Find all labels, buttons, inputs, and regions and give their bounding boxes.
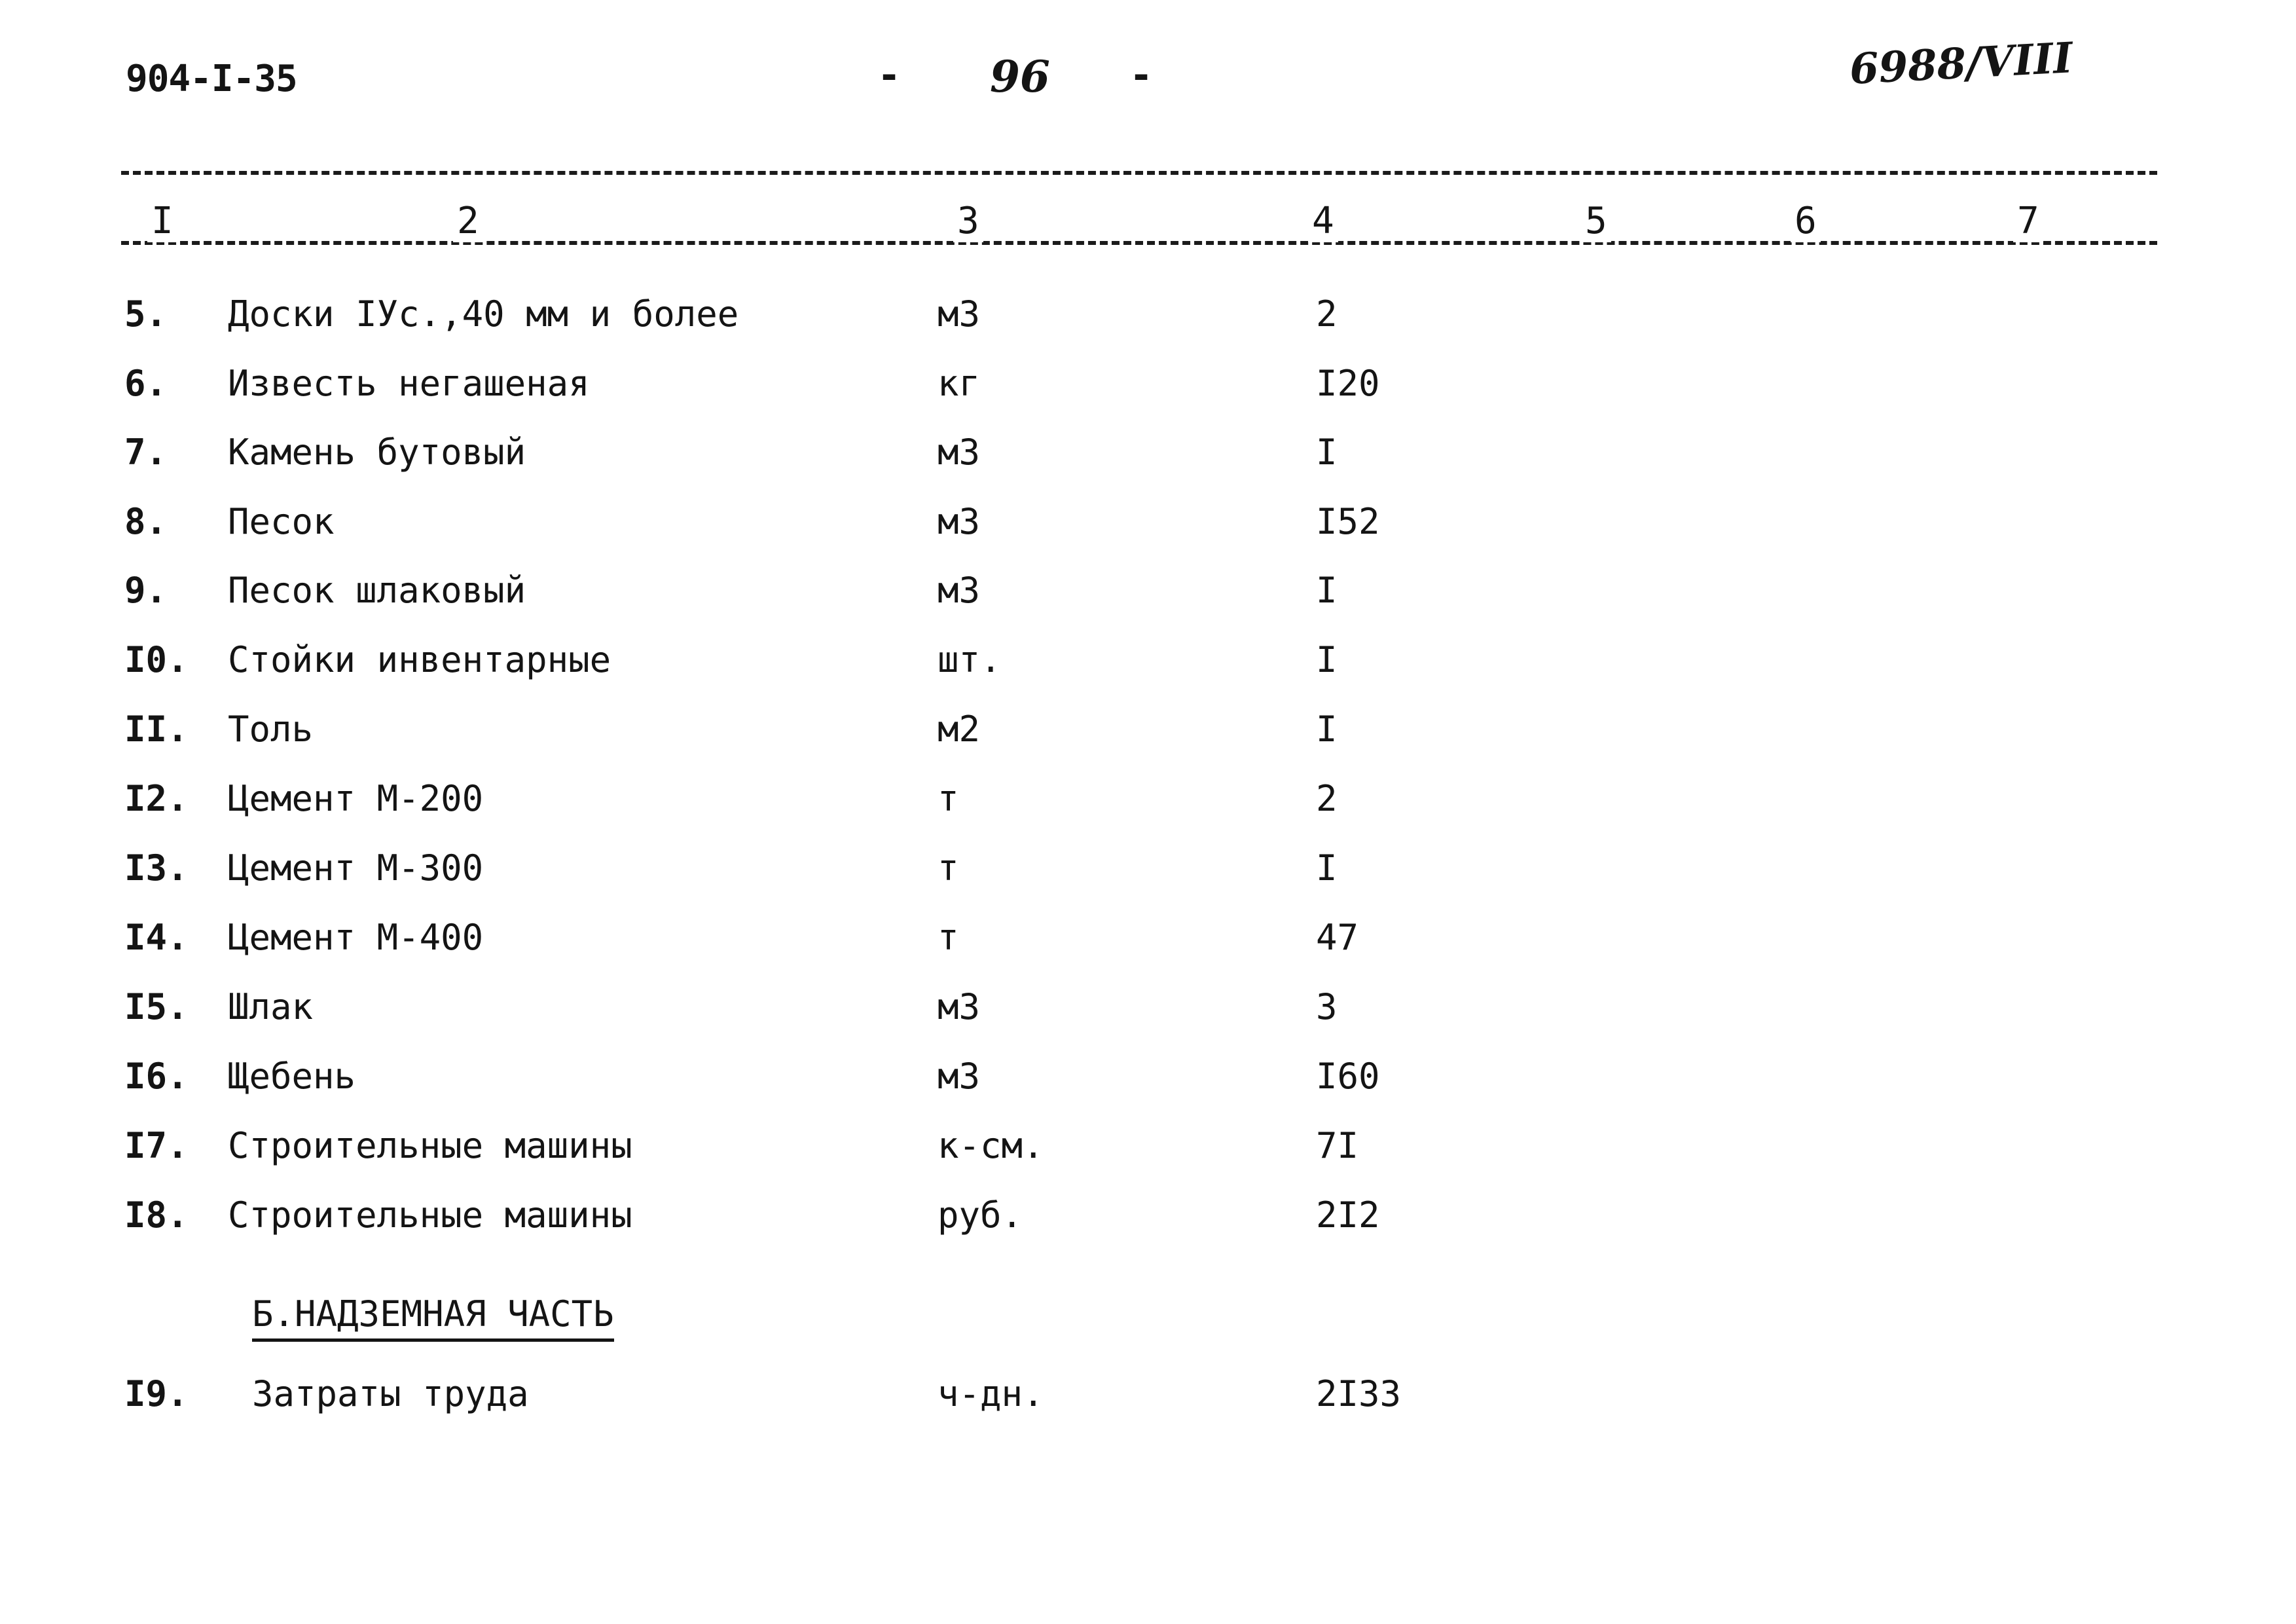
row-number: I5. bbox=[124, 986, 189, 1027]
row-unit: ч-дн. bbox=[938, 1373, 1044, 1414]
row-quantity: 7I bbox=[1316, 1125, 1359, 1166]
row-unit: т bbox=[938, 778, 959, 819]
row-quantity: I bbox=[1316, 432, 1338, 473]
row-quantity: I20 bbox=[1316, 363, 1380, 404]
row-unit: шт. bbox=[938, 639, 1002, 680]
row-name: Доски IУс.,40 мм и более bbox=[228, 293, 739, 335]
row-unit: м3 bbox=[938, 986, 981, 1027]
row-name: Строительные машины bbox=[228, 1194, 632, 1236]
row-unit: м3 bbox=[938, 432, 981, 473]
document-code: 904-I-35 bbox=[126, 58, 297, 100]
row-quantity: I52 bbox=[1316, 501, 1380, 542]
page-number-dash-right: - bbox=[1129, 52, 1154, 98]
row-name: Цемент М-400 bbox=[228, 917, 484, 958]
row-quantity: I bbox=[1316, 709, 1338, 750]
row-name: Щебень bbox=[228, 1056, 356, 1097]
column-header-4: 4 bbox=[1308, 200, 1338, 242]
row-name: Строительные машины bbox=[228, 1125, 632, 1166]
row-number: 9. bbox=[124, 570, 168, 611]
row-name: Стойки инвентарные bbox=[228, 639, 611, 680]
row-number: I8. bbox=[124, 1194, 189, 1236]
row-number: I9. bbox=[124, 1373, 189, 1414]
row-number: I3. bbox=[124, 847, 189, 889]
row-number: I2. bbox=[124, 778, 189, 819]
row-unit: м3 bbox=[938, 501, 981, 542]
row-name: Цемент М-300 bbox=[228, 847, 484, 889]
row-quantity: I bbox=[1316, 570, 1338, 611]
page-number-dash-left: - bbox=[877, 52, 902, 98]
column-header-7: 7 bbox=[2013, 200, 2043, 242]
row-quantity: I bbox=[1316, 847, 1338, 889]
row-number: I4. bbox=[124, 917, 189, 958]
row-quantity: 2I33 bbox=[1316, 1373, 1402, 1414]
row-name: Шлак bbox=[228, 986, 314, 1027]
row-unit: м3 bbox=[938, 1056, 981, 1097]
row-number: 7. bbox=[124, 432, 168, 473]
column-header-1: I bbox=[147, 200, 177, 242]
row-number: II. bbox=[124, 709, 189, 750]
row-quantity: 47 bbox=[1316, 917, 1359, 958]
table-top-rule bbox=[121, 171, 2157, 175]
row-unit: м2 bbox=[938, 709, 981, 750]
row-quantity: I bbox=[1316, 639, 1338, 680]
row-number: I0. bbox=[124, 639, 189, 680]
row-unit: т bbox=[938, 917, 959, 958]
row-quantity: I60 bbox=[1316, 1056, 1380, 1097]
row-name: Песок шлаковый bbox=[228, 570, 526, 611]
row-unit: руб. bbox=[938, 1194, 1023, 1236]
section-title: Б.НАДЗЕМНАЯ ЧАСТЬ bbox=[252, 1293, 614, 1342]
column-header-5: 5 bbox=[1581, 200, 1611, 242]
row-unit: к-см. bbox=[938, 1125, 1044, 1166]
archive-mark: 6988/VIII bbox=[1848, 33, 2074, 94]
row-name: Камень бутовый bbox=[228, 432, 526, 473]
row-number: 8. bbox=[124, 501, 168, 542]
row-number: I7. bbox=[124, 1125, 189, 1166]
row-name: Известь негашеная bbox=[228, 363, 590, 404]
row-number: 6. bbox=[124, 363, 168, 404]
table-header-rule bbox=[121, 241, 2157, 245]
row-unit: м3 bbox=[938, 570, 981, 611]
column-header-6: 6 bbox=[1791, 200, 1821, 242]
row-unit: т bbox=[938, 847, 959, 889]
row-quantity: 2 bbox=[1316, 293, 1338, 335]
row-name: Цемент М-200 bbox=[228, 778, 484, 819]
row-quantity: 3 bbox=[1316, 986, 1338, 1027]
row-number: I6. bbox=[124, 1056, 189, 1097]
page-number: 96 bbox=[990, 51, 1050, 102]
row-number: 5. bbox=[124, 293, 168, 335]
column-header-3: 3 bbox=[953, 200, 983, 242]
row-name: Толь bbox=[228, 709, 314, 750]
row-name: Затраты труда bbox=[252, 1373, 529, 1414]
row-quantity: 2 bbox=[1316, 778, 1338, 819]
row-name: Песок bbox=[228, 501, 335, 542]
row-unit: м3 bbox=[938, 293, 981, 335]
row-quantity: 2I2 bbox=[1316, 1194, 1380, 1236]
row-unit: кг bbox=[938, 363, 981, 404]
column-header-2: 2 bbox=[453, 200, 483, 242]
